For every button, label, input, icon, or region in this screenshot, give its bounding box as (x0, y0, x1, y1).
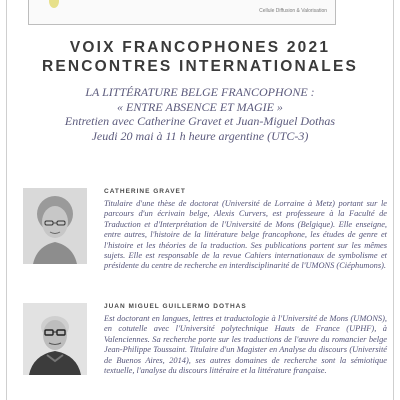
speaker-bio-1: Titulaire d'une thèse de doctorat (Université de Lorraine à Metz) portant sur le parcours d'un écrivain belge, Alexis Curvers, est professeure à la Faculté de Traduction et d'Interprétation de l'Université de Mons (Belgique). Elle enseigne, entre autres, l'histoire de la littérature belge francophone, les études de genre et l'histoire et les théories de la traduction. Ses publications portent sur les mêmes sujets. Elle est responsable de la revue Cahiers internationaux de symbolisme et présidente du centre de recherche en interdisciplinarité de l'UMONS (Ciéphumons). (104, 199, 387, 271)
subtitle-line-2: « ENTRE ABSENCE ET MAGIE » (117, 99, 283, 114)
speaker-bio-2: Est doctorant en langues, lettres et traductologie à l'Université de Mons (UMONS), en cotutelle avec l'Université polytechnique Hauts de France (UPHF), à Valenciennes. Sa recherche porte sur les traductions de l'œuvre du romancier belge Jean-Philippe Toussaint. Titulaire d'un Magister en Analyse du discours (Université de Buenos Aires, 2014), ses autres domaines de recherche sont la sémiotique textuelle, l'analyse du discours littéraire et la littérature française. (104, 314, 387, 376)
portrait-image (23, 303, 87, 375)
speaker-name-1: CATHERINE GRAVET (104, 188, 186, 195)
subtitle-line-3: Entretien avec Catherine Gravet et Juan-Miguel Dothas (64, 114, 336, 128)
subtitle (0, 85, 400, 143)
speaker-photo-1 (23, 188, 87, 264)
title-line-2: RENCONTRES INTERNATIONALES (41, 58, 359, 75)
title-line-1: VOIX FRANCOPHONES 2021 (69, 39, 331, 56)
subtitle-line-4: Jeudi 20 mai à 11 h heure argentine (UTC-3) (91, 128, 309, 143)
banner-text: Cellule Diffusion & Valorisation (259, 8, 327, 14)
portrait-image (23, 188, 87, 264)
header (0, 38, 400, 143)
top-banner (28, 0, 336, 25)
speaker-photo-2 (23, 303, 87, 375)
speaker-name-2: JUAN MIGUEL GUILLERMO DOTHAS (104, 303, 247, 310)
banner-logo (49, 0, 59, 8)
subtitle-line-1: LA LITTÉRATURE BELGE FRANCOPHONE : (85, 85, 315, 99)
